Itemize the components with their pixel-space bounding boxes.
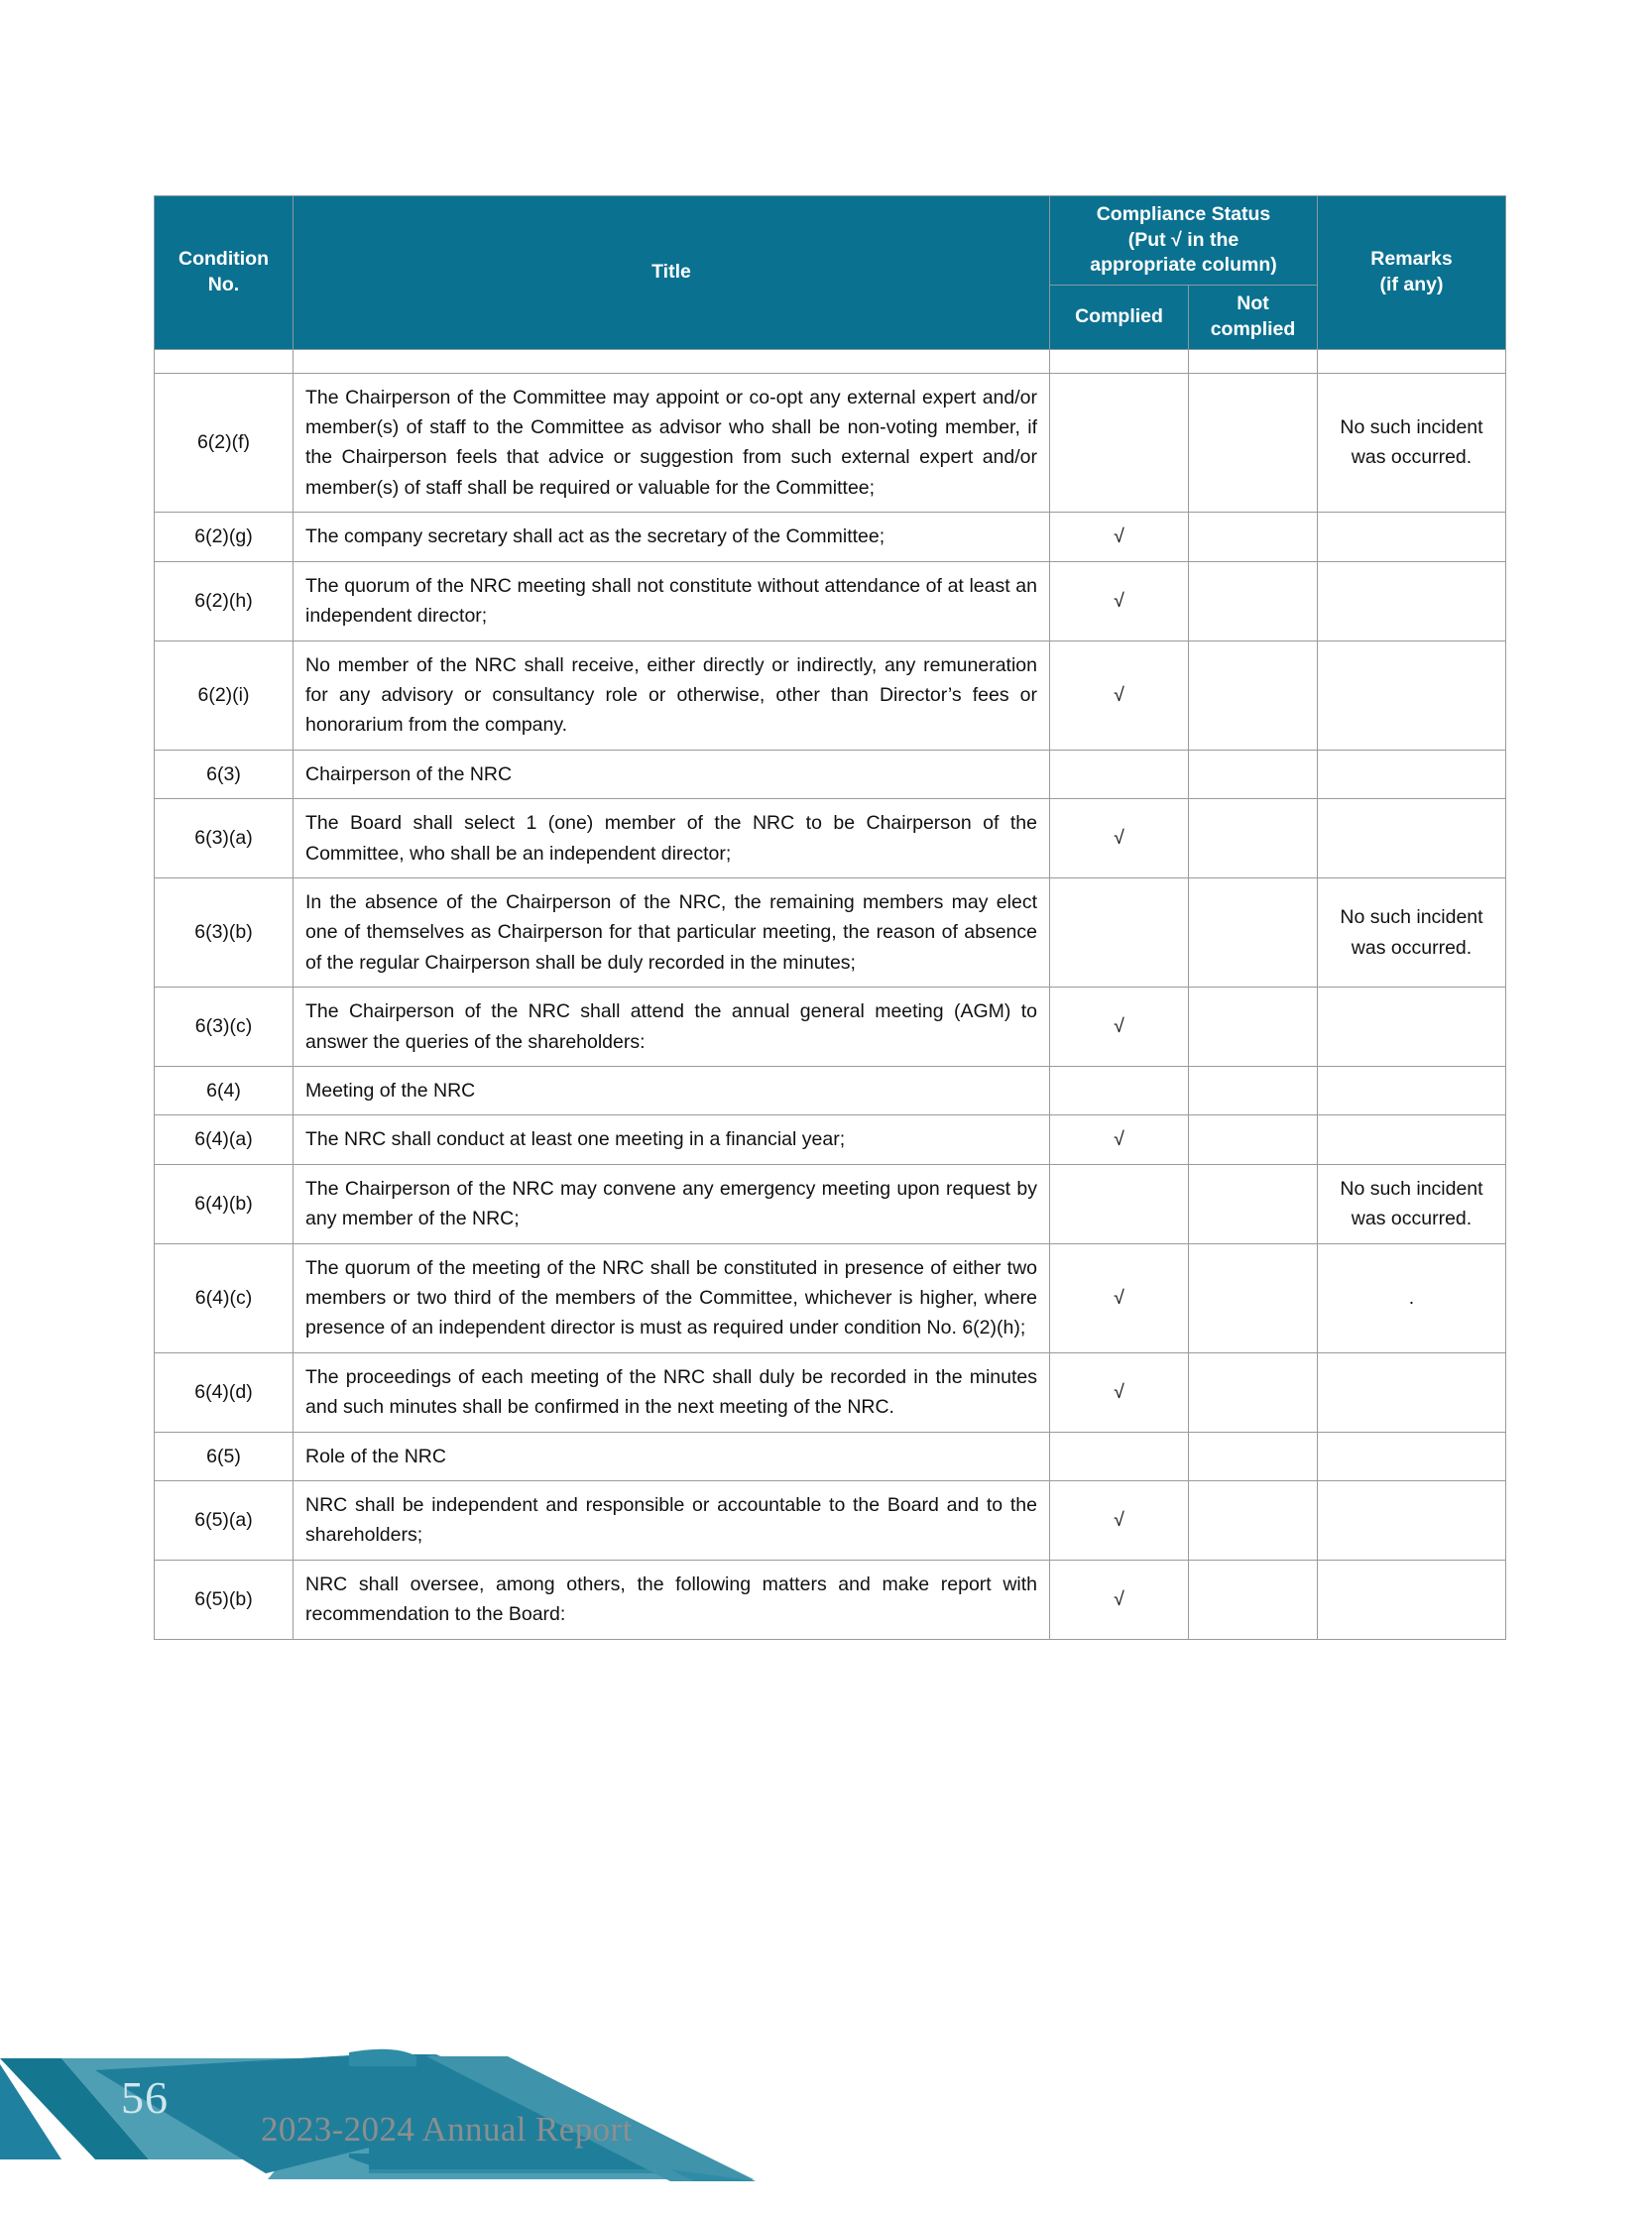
- cell-remarks: No such incident was occurred.: [1318, 877, 1506, 987]
- cell-complied: [1050, 1432, 1189, 1480]
- table-row: [155, 877, 1506, 987]
- table-row: [155, 1243, 1506, 1352]
- column-header-title: Title: [294, 196, 1050, 350]
- cell-condition-no: 6(4)(a): [155, 1115, 294, 1164]
- table-row: [155, 1560, 1506, 1639]
- cell-not-complied: [1189, 1560, 1318, 1639]
- compliance-table-container: [154, 195, 1505, 1640]
- cell-not-complied: [1189, 1432, 1318, 1480]
- condition-no-line2: No.: [207, 273, 240, 295]
- cell-not-complied: [1189, 1243, 1318, 1352]
- table-row: [155, 373, 1506, 513]
- cell-not-complied: [1189, 641, 1318, 750]
- cell-complied: √: [1050, 1481, 1189, 1561]
- cell-remarks: [1318, 1481, 1506, 1561]
- cell-remarks: [1318, 561, 1506, 641]
- ribbon-fold-top: [349, 2049, 416, 2066]
- cell-not-complied: [1189, 750, 1318, 798]
- page-footer: [0, 2042, 1652, 2213]
- table-row: [155, 1115, 1506, 1164]
- column-header-condition-no: [155, 196, 294, 350]
- cell-remarks: .: [1318, 1243, 1506, 1352]
- cell-not-complied: [1189, 1352, 1318, 1432]
- cell-condition-no: 6(4): [155, 1066, 294, 1114]
- cell-complied: √: [1050, 799, 1189, 878]
- cell-title: The company secretary shall act as the secretary of the Committee;: [294, 513, 1050, 561]
- cell-title: The Board shall select 1 (one) member of the NRC to be Chairperson of the Committee, who shall be an independent director;: [294, 799, 1050, 878]
- table-row: [155, 561, 1506, 641]
- cell-remarks: [1318, 799, 1506, 878]
- cell-condition-no: 6(3): [155, 750, 294, 798]
- cell-remarks: [1318, 1352, 1506, 1432]
- column-header-remarks: [1318, 196, 1506, 350]
- cell-remarks: No such incident was occurred.: [1318, 373, 1506, 513]
- cell-remarks: [1318, 349, 1506, 373]
- cell-condition-no: [155, 349, 294, 373]
- cell-condition-no: 6(2)(g): [155, 513, 294, 561]
- cell-complied: [1050, 1164, 1189, 1243]
- cell-remarks: [1318, 1432, 1506, 1480]
- cell-complied: √: [1050, 1560, 1189, 1639]
- cell-not-complied: [1189, 1066, 1318, 1114]
- column-header-compliance-status: [1050, 196, 1318, 286]
- cell-complied: √: [1050, 988, 1189, 1067]
- cell-condition-no: 6(3)(c): [155, 988, 294, 1067]
- footer-ribbon-graphic: [0, 2042, 1652, 2213]
- cell-title: In the absence of the Chairperson of the NRC, the remaining members may elect one of themselves as Chairperson for that particular meeting, the reason of absence of the regular Chairperson shall be duly recorded in the minutes;: [294, 877, 1050, 987]
- remarks-line2: (if any): [1379, 273, 1444, 295]
- page-number: 56: [121, 2072, 169, 2123]
- table-header: [155, 196, 1506, 350]
- cell-remarks: [1318, 1115, 1506, 1164]
- cell-condition-no: 6(2)(f): [155, 373, 294, 513]
- column-header-complied: Complied: [1050, 286, 1189, 349]
- cell-complied: √: [1050, 561, 1189, 641]
- table-header-row-1: [155, 196, 1506, 286]
- table-row: [155, 1164, 1506, 1243]
- cell-remarks: [1318, 513, 1506, 561]
- cell-not-complied: [1189, 1481, 1318, 1561]
- table-body: [155, 349, 1506, 1639]
- compliance-status-line2: (Put √ in the: [1127, 228, 1239, 251]
- footer-report-label: 2023-2024 Annual Report: [261, 2110, 633, 2149]
- cell-not-complied: [1189, 988, 1318, 1067]
- cell-condition-no: 6(5): [155, 1432, 294, 1480]
- cell-condition-no: 6(3)(b): [155, 877, 294, 987]
- cell-remarks: [1318, 750, 1506, 798]
- cell-not-complied: [1189, 349, 1318, 373]
- cell-title: Meeting of the NRC: [294, 1066, 1050, 1114]
- cell-not-complied: [1189, 799, 1318, 878]
- cell-title: The Chairperson of the NRC may convene any emergency meeting upon request by any member of the NRC;: [294, 1164, 1050, 1243]
- cell-title: [294, 349, 1050, 373]
- not-complied-line2: complied: [1210, 317, 1296, 340]
- cell-title: NRC shall oversee, among others, the following matters and make report with recommendation to the Board:: [294, 1560, 1050, 1639]
- cell-not-complied: [1189, 1115, 1318, 1164]
- cell-remarks: [1318, 988, 1506, 1067]
- cell-condition-no: 6(4)(c): [155, 1243, 294, 1352]
- cell-complied: [1050, 373, 1189, 513]
- cell-title: The quorum of the NRC meeting shall not constitute without attendance of at least an independent director;: [294, 561, 1050, 641]
- table-row: [155, 349, 1506, 373]
- cell-not-complied: [1189, 877, 1318, 987]
- table-row: [155, 799, 1506, 878]
- cell-title: No member of the NRC shall receive, either directly or indirectly, any remuneration for any advisory or consultancy role or otherwise, other than Director’s fees or honorarium from the company.: [294, 641, 1050, 750]
- cell-title: The NRC shall conduct at least one meeting in a financial year;: [294, 1115, 1050, 1164]
- compliance-status-line3: appropriate column): [1090, 254, 1277, 277]
- cell-title: Chairperson of the NRC: [294, 750, 1050, 798]
- remarks-line1: Remarks: [1370, 248, 1453, 271]
- cell-condition-no: 6(2)(i): [155, 641, 294, 750]
- cell-complied: √: [1050, 1115, 1189, 1164]
- cell-complied: √: [1050, 513, 1189, 561]
- table-row: [155, 750, 1506, 798]
- cell-title: The Chairperson of the Committee may appoint or co-opt any external expert and/or member(s) of staff to the Committee as advisor who shall be non-voting member, if the Chairperson feels that advice or suggestion from such external expert and/or member(s) of staff shall be required or valuable for the Committee;: [294, 373, 1050, 513]
- table-row: [155, 1066, 1506, 1114]
- cell-complied: √: [1050, 641, 1189, 750]
- compliance-table: [154, 195, 1506, 1640]
- table-row: [155, 988, 1506, 1067]
- cell-complied: [1050, 877, 1189, 987]
- cell-complied: [1050, 750, 1189, 798]
- cell-condition-no: 6(5)(b): [155, 1560, 294, 1639]
- cell-condition-no: 6(4)(b): [155, 1164, 294, 1243]
- cell-complied: [1050, 1066, 1189, 1114]
- cell-remarks: [1318, 1066, 1506, 1114]
- cell-title: Role of the NRC: [294, 1432, 1050, 1480]
- cell-condition-no: 6(4)(d): [155, 1352, 294, 1432]
- cell-title: The quorum of the meeting of the NRC shall be constituted in presence of either two members or two third of the members of the Committee, whichever is higher, where presence of an independent director is must as required under condition No. 6(2)(h);: [294, 1243, 1050, 1352]
- table-row: [155, 513, 1506, 561]
- compliance-status-line1: Compliance Status: [1096, 203, 1271, 225]
- cell-title: NRC shall be independent and responsible or accountable to the Board and to the shareholders;: [294, 1481, 1050, 1561]
- cell-title: The proceedings of each meeting of the NRC shall duly be recorded in the minutes and such minutes shall be confirmed in the next meeting of the NRC.: [294, 1352, 1050, 1432]
- table-row: [155, 641, 1506, 750]
- cell-not-complied: [1189, 513, 1318, 561]
- condition-no-line1: Condition: [178, 248, 269, 271]
- cell-not-complied: [1189, 373, 1318, 513]
- cell-remarks: [1318, 1560, 1506, 1639]
- cell-not-complied: [1189, 561, 1318, 641]
- table-row: [155, 1432, 1506, 1480]
- table-row: [155, 1481, 1506, 1561]
- not-complied-line1: Not: [1237, 292, 1269, 315]
- cell-not-complied: [1189, 1164, 1318, 1243]
- cell-complied: √: [1050, 1352, 1189, 1432]
- cell-complied: √: [1050, 1243, 1189, 1352]
- cell-complied: [1050, 349, 1189, 373]
- cell-remarks: [1318, 641, 1506, 750]
- cell-condition-no: 6(3)(a): [155, 799, 294, 878]
- cell-condition-no: 6(2)(h): [155, 561, 294, 641]
- table-row: [155, 1352, 1506, 1432]
- column-header-not-complied: [1189, 286, 1318, 349]
- cell-remarks: No such incident was occurred.: [1318, 1164, 1506, 1243]
- cell-title: The Chairperson of the NRC shall attend the annual general meeting (AGM) to answer the queries of the shareholders:: [294, 988, 1050, 1067]
- cell-condition-no: 6(5)(a): [155, 1481, 294, 1561]
